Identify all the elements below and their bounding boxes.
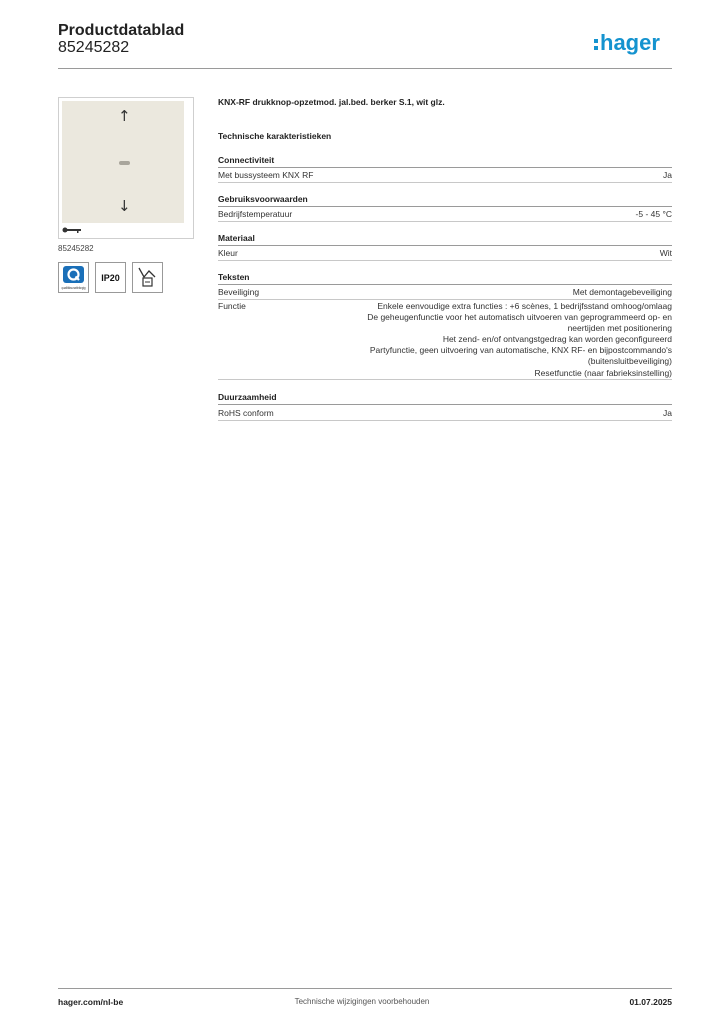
product-image-frame bbox=[58, 97, 194, 239]
section-title: Technische karakteristieken bbox=[218, 131, 332, 141]
key-icon bbox=[62, 226, 82, 234]
spec-value-line: Enkele eenvoudige extra functies : +6 scènes, 1 bedrijfsstand omhoog/omlaag bbox=[377, 301, 672, 311]
ip20-badge: IP20 bbox=[95, 262, 126, 293]
quality-badge-label: qualitätsunabhängig bbox=[61, 286, 86, 290]
spec-label: Bedrijfstemperatuur bbox=[218, 209, 293, 219]
status-led-icon bbox=[119, 161, 130, 165]
footer-divider bbox=[58, 988, 672, 989]
spec-row bbox=[218, 300, 672, 380]
spec-value-line: Het zend- en/of ontvangstgedrag kan worden geconfigureerd bbox=[442, 334, 672, 345]
group-title-gebruiksvoorwaarden: Gebruiksvoorwaarden bbox=[218, 194, 672, 207]
spec-value: Wit bbox=[659, 248, 672, 258]
spec-value: Met demontagebeveiliging bbox=[572, 287, 672, 297]
group-title-duurzaamheid: Duurzaamheid bbox=[218, 392, 672, 405]
spec-label: Met bussysteem KNX RF bbox=[218, 170, 314, 180]
spec-row bbox=[218, 247, 672, 261]
group-title-connectiviteit: Connectiviteit bbox=[218, 155, 672, 168]
footer-date: 01.07.2025 bbox=[629, 997, 672, 1007]
quality-badge bbox=[58, 262, 89, 293]
spec-value: Ja bbox=[663, 408, 672, 418]
spec-value-line: De geheugenfunctie voor het automatisch uitvoeren van geprogrammeerd op- en bbox=[367, 312, 672, 323]
arrow-up-icon: ↑ bbox=[118, 107, 131, 125]
spec-row bbox=[218, 407, 672, 421]
group-title-teksten: Teksten bbox=[218, 272, 672, 285]
spec-label: RoHS conform bbox=[218, 408, 274, 418]
spec-label: Functie bbox=[218, 301, 246, 311]
spec-value-multiline bbox=[367, 301, 672, 379]
spec-row bbox=[218, 169, 672, 183]
footer-website-link[interactable]: hager.com/nl-be bbox=[58, 997, 124, 1007]
product-title: KNX-RF drukknop-opzetmod. jal.bed. berker S.1, wit glz. bbox=[218, 97, 445, 107]
header-divider bbox=[58, 68, 672, 69]
spec-value: -5 - 45 °C bbox=[635, 209, 672, 219]
logo-dot-top bbox=[594, 39, 598, 43]
spec-row bbox=[218, 208, 672, 222]
page-product-number: 85245282 bbox=[58, 39, 130, 56]
spec-label: Beveiliging bbox=[218, 287, 260, 297]
spec-value-line: Partyfunctie, geen uitvoering van automatische, KNX RF- en bijpostcommando's bbox=[369, 345, 672, 356]
hager-logo bbox=[594, 28, 674, 60]
installation-badge bbox=[132, 262, 163, 293]
installation-icon bbox=[133, 263, 162, 292]
footer-notice: Technische wijzigingen voorbehouden bbox=[294, 997, 430, 1006]
quality-q-icon bbox=[59, 263, 88, 292]
product-image bbox=[62, 101, 184, 223]
product-code-label: 85245282 bbox=[58, 244, 94, 253]
spec-label: Kleur bbox=[218, 248, 238, 258]
logo-dot-bottom bbox=[594, 46, 598, 50]
hager-logo-text: hager bbox=[600, 30, 660, 55]
spec-value-line: (buitensluitbeveiliging) bbox=[587, 356, 672, 367]
spec-value-line: Resetfunctie (naar fabrieksinstelling) bbox=[534, 367, 672, 378]
spec-row bbox=[218, 286, 672, 300]
group-title-materiaal: Materiaal bbox=[218, 233, 672, 246]
page-title: Productdatablad bbox=[58, 22, 185, 39]
spec-value-line: neertijden met positionering bbox=[567, 323, 672, 334]
arrow-down-icon: ↓ bbox=[118, 197, 131, 215]
spec-value: Ja bbox=[663, 170, 672, 180]
